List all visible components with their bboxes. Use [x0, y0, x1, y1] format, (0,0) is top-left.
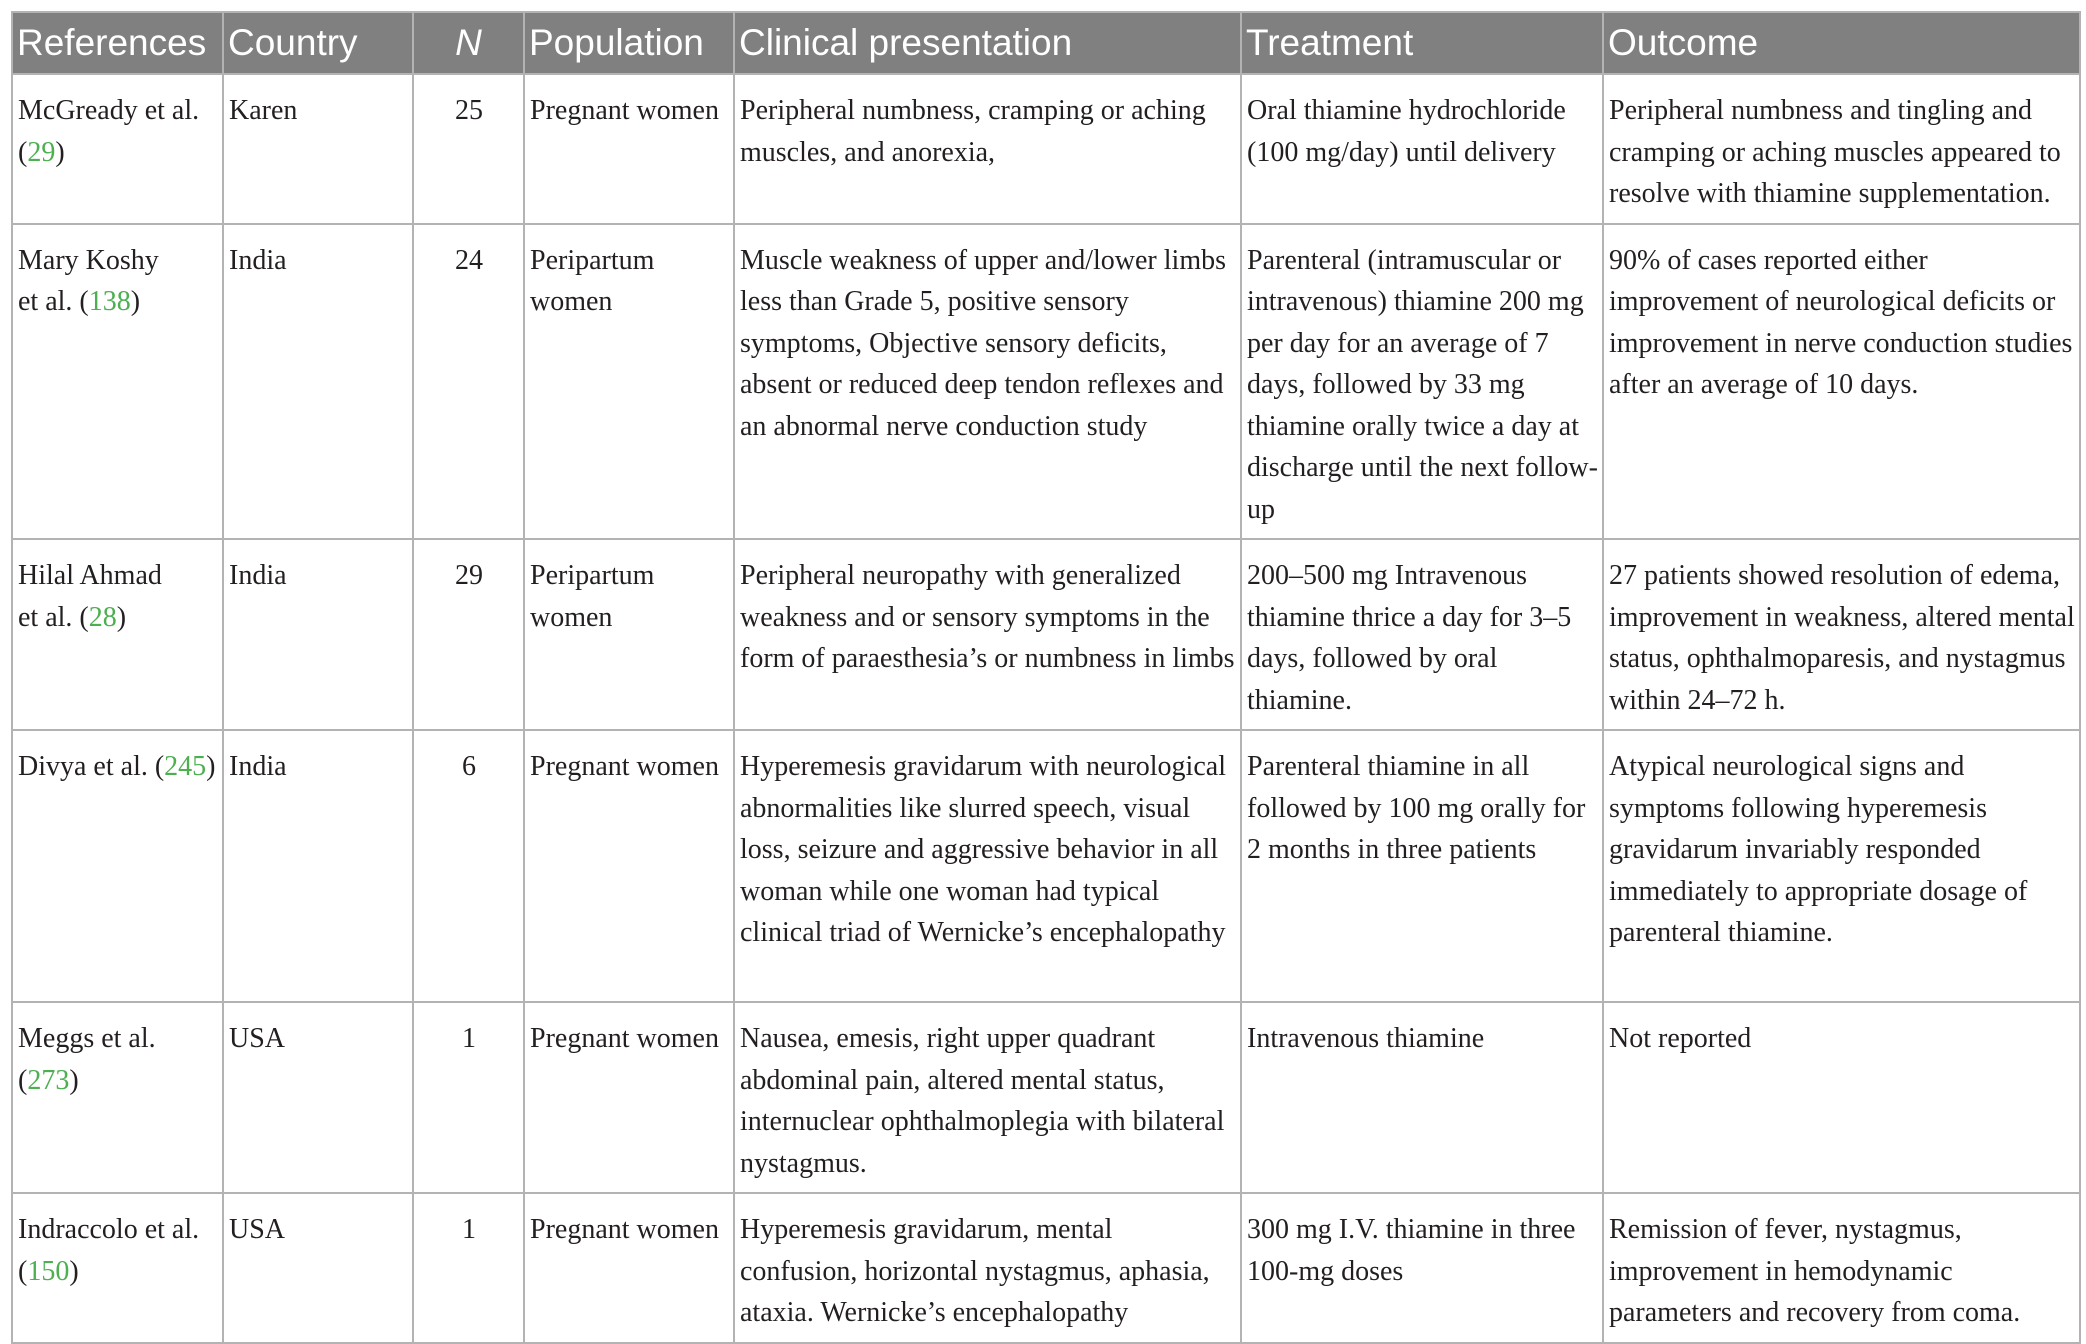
references-table-container [11, 11, 2079, 1344]
cell-treatment: Oral thiamine hydrochloride (100 mg/day) until delivery [1241, 74, 1603, 224]
cell-clinical-presentation: Muscle weakness of upper and/lower limbs less than Grade 5, positive sensory symptoms, Objective sensory deficits, absent or reduced deep tendon reflexes and an abnormal nerve conduction study [734, 224, 1241, 540]
cell-treatment: Parenteral (intramuscular or intravenous) thiamine 200 mg per day for an average of 7 days, followed by 33 mg thiamine orally twice a day at discharge until the next follow-up [1241, 224, 1603, 540]
reference-author: Mary Koshy [18, 244, 159, 276]
reference-paren-close: ) [69, 1064, 79, 1096]
cell-n: 25 [413, 74, 524, 224]
cell-treatment: Intravenous thiamine [1241, 1002, 1603, 1193]
cell-outcome: Atypical neurological signs and symptoms following hyperemesis gravidarum invariably responded immediately to appropriate dosage of parenteral thiamine. [1603, 730, 2080, 1002]
cell-n: 6 [413, 730, 524, 1002]
header-population: Population [524, 12, 734, 74]
citation-link[interactable]: 28 [88, 601, 117, 633]
cell-country: USA [223, 1193, 413, 1343]
citation-link[interactable]: 29 [27, 136, 56, 168]
table-row [12, 224, 2080, 540]
header-clinical-presentation: Clinical presentation [734, 12, 1241, 74]
citation-link[interactable]: 273 [27, 1064, 70, 1096]
cell-reference [12, 730, 223, 1002]
cell-n: 1 [413, 1193, 524, 1343]
cell-population: Peripartum women [524, 539, 734, 730]
table-row [12, 539, 2080, 730]
cell-outcome: 90% of cases reported either improvement of neurological deficits or improvement in nerve conduction studies after an average of 10 days. [1603, 224, 2080, 540]
cell-outcome: Remission of fever, nystagmus, improvement in hemodynamic parameters and recovery from coma. [1603, 1193, 2080, 1343]
header-n: N [413, 12, 524, 74]
reference-paren-close: ) [55, 136, 65, 168]
cell-clinical-presentation: Nausea, emesis, right upper quadrant abdominal pain, altered mental status, internuclear ophthalmoplegia with bilateral nystagmus. [734, 1002, 1241, 1193]
reference-paren-open: et al. ( [18, 286, 89, 317]
table-row [12, 730, 2080, 1002]
reference-paren-open: ( [18, 1064, 28, 1096]
cell-country: India [223, 730, 413, 1002]
reference-paren-close: ) [116, 601, 127, 633]
cell-reference [12, 224, 223, 540]
cell-clinical-presentation: Hyperemesis gravidarum, mental confusion, horizontal nystagmus, aphasia, ataxia. Wernicke’s encephalopathy [734, 1193, 1241, 1343]
cell-treatment: 300 mg I.V. thiamine in three 100-mg doses [1241, 1193, 1603, 1343]
header-outcome: Outcome [1603, 12, 2080, 74]
header-country: Country [223, 12, 413, 74]
header-treatment: Treatment [1241, 12, 1603, 74]
cell-n: 1 [413, 1002, 524, 1193]
cell-n: 29 [413, 539, 524, 730]
reference-author: Indraccolo et al. [18, 1214, 200, 1245]
citation-link[interactable]: 245 [164, 751, 207, 782]
reference-paren-open: ( [18, 1255, 28, 1287]
reference-paren-open: et al. ( [18, 601, 89, 633]
table-row [12, 74, 2080, 224]
cell-outcome: Not reported [1603, 1002, 2080, 1193]
cell-country: India [223, 224, 413, 540]
cell-outcome: 27 patients showed resolution of edema, improvement in weakness, altered mental status, ophthalmoparesis, and nystagmus within 24–72 h. [1603, 539, 2080, 730]
citation-link[interactable]: 150 [27, 1255, 70, 1287]
cell-population: Pregnant women [524, 1193, 734, 1343]
cell-population: Pregnant women [524, 74, 734, 224]
reference-author: McGready et al. [18, 95, 200, 126]
cell-country: Karen [223, 74, 413, 224]
cell-treatment: 200–500 mg Intravenous thiamine thrice a day for 3–5 days, followed by oral thiamine. [1241, 539, 1603, 730]
table-row [12, 1002, 2080, 1193]
cell-country: India [223, 539, 413, 730]
reference-paren-close: ) [69, 1255, 79, 1287]
reference-paren-close: ) [206, 751, 216, 782]
cell-outcome: Peripheral numbness and tingling and cramping or aching muscles appeared to resolve with thiamine supplementation. [1603, 74, 2080, 224]
cell-clinical-presentation: Hyperemesis gravidarum with neurological abnormalities like slurred speech, visual loss, seizure and aggressive behavior in all woman while one woman had typical clinical triad of Wernicke’s encephalopathy [734, 730, 1241, 1002]
cell-treatment: Parenteral thiamine in all followed by 100 mg orally for 2 months in three patients [1241, 730, 1603, 1002]
cell-reference [12, 1002, 223, 1193]
reference-author: Divya et al. ( [18, 751, 165, 782]
cell-population: Pregnant women [524, 730, 734, 1002]
cell-reference [12, 74, 223, 224]
table-header-row [12, 12, 2080, 74]
cell-population: Peripartum women [524, 224, 734, 540]
cell-reference [12, 539, 223, 730]
header-references: References [12, 12, 223, 74]
cell-reference [12, 1193, 223, 1343]
reference-paren-close: ) [130, 286, 141, 317]
reference-author: Hilal Ahmad [18, 560, 162, 591]
reference-author: Meggs et al. [18, 1023, 156, 1054]
references-table [11, 11, 2081, 1344]
cell-n: 24 [413, 224, 524, 540]
cell-population: Pregnant women [524, 1002, 734, 1193]
cell-clinical-presentation: Peripheral numbness, cramping or aching muscles, and anorexia, [734, 74, 1241, 224]
cell-country: USA [223, 1002, 413, 1193]
cell-clinical-presentation: Peripheral neuropathy with generalized weakness and or sensory symptoms in the form of paraesthesia’s or numbness in limbs [734, 539, 1241, 730]
table-row [12, 1193, 2080, 1343]
reference-paren-open: ( [18, 136, 28, 168]
citation-link[interactable]: 138 [88, 286, 131, 317]
